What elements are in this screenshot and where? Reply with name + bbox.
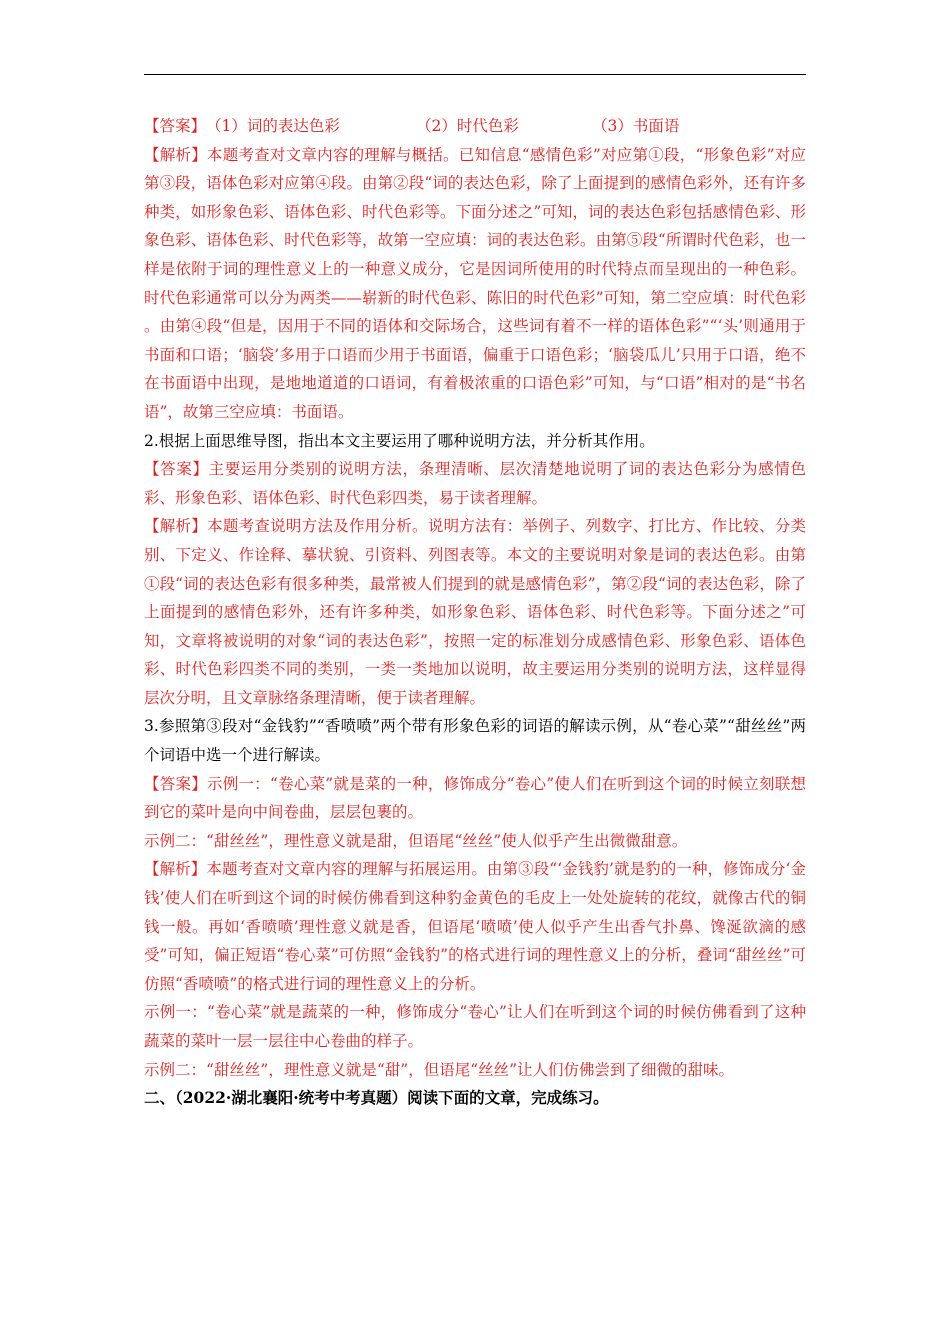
q2-analysis-text: 本题考查说明方法及作用分析。说明方法有：举例子、列数字、打比方、作比较、分类别、下定义、作诠释、摹状貌、引资料、列图表等。本文的主要说明对象是词的表达色彩。由第①段“词的表达色彩有很多种类，最常被人们提到的就是感情色彩”，第②段“词的表达色彩，除了上面提到的感情色彩外，还有许多种类，如形象色彩、语体色彩、时代色彩等。下面分述之”可知，文章将被说明的对象“词的表达色彩”，按照一定的标准划分成感情色彩、形象色彩、语体色彩、时代色彩四类不同的类别，一类一类地加以说明，故主要运用分类别的说明方法，这样显得层次分明，且文章脉络条理清晰，便于读者理解。 (144, 517, 806, 707)
q2-answer (144, 455, 806, 512)
analysis-tag: 【解析】 (144, 145, 207, 164)
q3-analysis-text: 本题考查对文章内容的理解与拓展运用。由第③段“‘金钱豹’就是豹的一种，修饰成分‘金钱’使人们在听到这个词的时候仿佛看到这种豹金黄色的毛皮上一处处旋转的花纹，就像古代的铜钱一般。再如‘香喷喷’理性意义就是香，但语尾‘喷喷’使人似乎产生出香气扑鼻、馋涎欲滴的感受”可知，偏正短语“卷心菜”可仿照“金钱豹”的格式进行词的理性意义上的分析，叠词“甜丝丝”可仿照“香喷喷”的格式进行词的理性意义上的分析。 (144, 860, 806, 993)
q3-analysis-example-1: 示例一：“卷心菜”就是蔬菜的一种，修饰成分“卷心”让人们在听到这个词的时候仿佛看到了这种蔬菜的菜叶一层一层往中心卷曲的样子。 (144, 1003, 806, 1050)
q1-analysis-text: 本题考查对文章内容的理解与概括。已知信息“感情色彩”对应第①段，“形象色彩”对应第③段，语体色彩对应第④段。由第②段“词的表达色彩，除了上面提到的感情色彩外，还有许多种类，如形象色彩、语体色彩、时代色彩等。下面分述之”可知，词的表达色彩包括感情色彩、形象色彩、语体色彩、时代色彩等，故第一空应填：词的表达色彩。由第⑤段“所谓时代色彩，也一样是依附于词的理性意义上的一种意义成分，它是因词所使用的时代特点而呈现出的一种色彩。时代色彩通常可以分为两类——崭新的时代色彩、陈旧的时代色彩”可知，第二空应填：时代色彩 。由第④段“但是，因用于不同的语体和交际场合，这些词有着不一样的语体色彩”“‘头’则通用于书面和口语；‘脑袋’多用于口语而少用于书面语，偏重于口语色彩；‘脑袋瓜儿’只用于口语，绝不在书面语中出现，是地地道道的口语词，有着极浓重的口语色彩”可知，与“口语”相对的是“书名语”，故第三空应填：书面语。 (144, 145, 806, 421)
q2-question: 2.根据上面思维导图，指出本文主要运用了哪种说明方法，并分析其作用。 (144, 431, 655, 450)
q1-answer (144, 112, 806, 141)
answer-tag: 【答案】 (144, 460, 209, 479)
q3-question: 3.参照第③段对“金钱豹”“香喷喷”两个带有形象色彩的词语的解读示例，从“卷心菜”“甜丝丝”两个词语中选一个进行解读。 (144, 717, 806, 765)
document-body (144, 112, 806, 1113)
q1-answer-2: （2）时代色彩 (416, 117, 519, 135)
q1-analysis (144, 141, 806, 427)
q2-answer-text: 主要运用分类别的说明方法，条理清晰、层次清楚地说明了词的表达色彩分为感情色彩、形象色彩、语体色彩、时代色彩四类，易于读者理解。 (144, 460, 806, 507)
answer-tag: 【答案】 (144, 117, 207, 135)
header-rule (144, 74, 806, 75)
q3-analysis-example-2: 示例二：“甜丝丝”，理性意义就是“甜”，但语尾“丝丝”让人们仿佛尝到了细微的甜味。 (144, 1060, 735, 1079)
answer-tag: 【答案】 (144, 774, 207, 793)
q3-answer (144, 770, 806, 827)
q3-answer-example-1: 示例一：“卷心菜”就是菜的一种，修饰成分“卷心”使人们在听到这个词的时候立刻联想到它的菜叶是向中间卷曲，层层包裹的。 (144, 774, 806, 822)
q1-answer-3: （3）书面语 (592, 117, 680, 135)
q3-analysis (144, 855, 806, 998)
analysis-tag: 【解析】 (144, 517, 208, 536)
q3-answer-example-2: 示例二：“甜丝丝”，理性意义就是甜，但语尾“丝丝”使人似乎产生出微微甜意。 (144, 831, 688, 850)
q2-analysis (144, 512, 806, 712)
section-2-heading: 二、（2022·湖北襄阳·统考中考真题）阅读下面的文章，完成练习。 (144, 1088, 609, 1108)
analysis-tag: 【解析】 (144, 860, 207, 879)
q1-answer-1: （1）词的表达色彩 (206, 117, 340, 135)
